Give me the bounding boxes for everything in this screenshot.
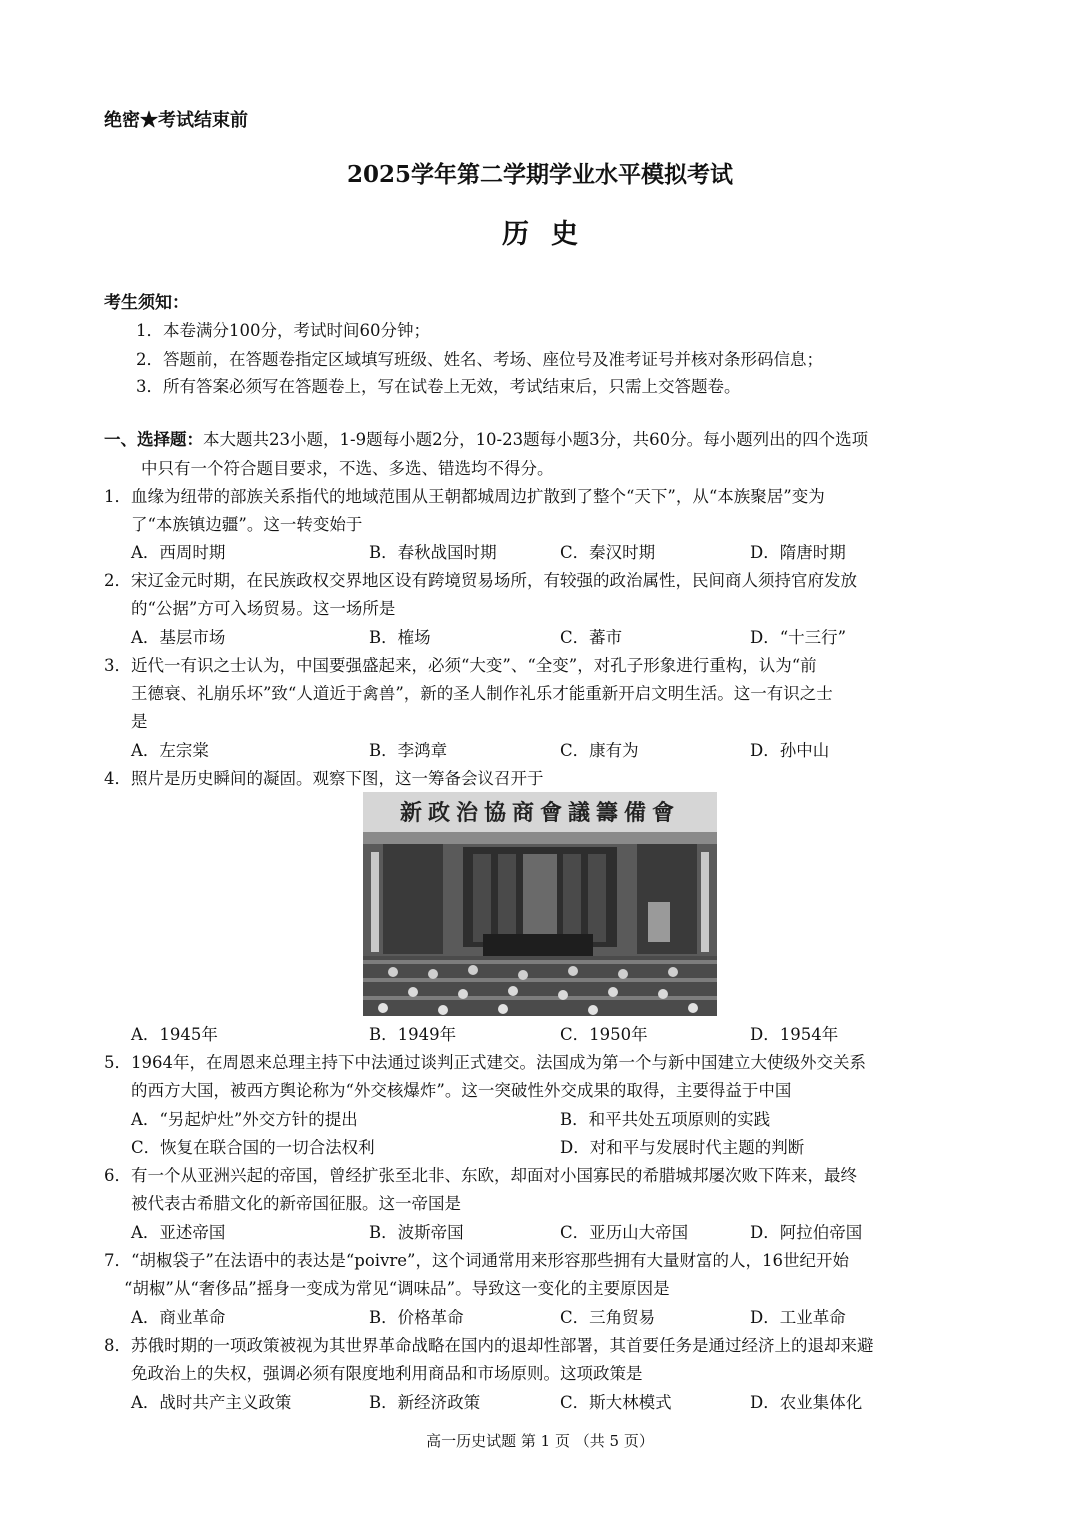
section-instructions: 本大题共23小题，1-9题每小题2分，10-23题每小题3分，共60分。每小题列出的四个选项 <box>203 430 869 449</box>
option: B．春秋战国时期 <box>369 543 497 562</box>
option: C．康有为 <box>560 741 639 760</box>
question-stem: 3．近代一有识之士认为，中国要强盛起来，必须“大变”、“全变”，对孔子形象进行重构，认为“前 <box>104 656 817 675</box>
notice-item: 3．所有答案必须写在答题卷上，写在试卷上无效，考试结束后，只需上交答题卷。 <box>136 377 741 396</box>
option: A．“另起炉灶”外交方针的提出 <box>131 1110 358 1129</box>
option: A．西周时期 <box>131 543 226 562</box>
section-label: 一、选择题： <box>104 430 203 449</box>
option: B．价格革命 <box>369 1308 464 1327</box>
option: C．亚历山大帝国 <box>560 1223 689 1242</box>
historical-photo <box>363 792 717 1016</box>
option: A．商业革命 <box>131 1308 226 1327</box>
notice-heading: 考生须知： <box>104 293 189 313</box>
question-stem: 是 <box>131 712 148 731</box>
photo-illustration <box>363 792 717 1016</box>
notice-item: 1．本卷满分100分，考试时间60分钟； <box>136 321 430 340</box>
option: C．恢复在联合国的一切合法权利 <box>131 1138 375 1157</box>
exam-title: 2025学年第二学期学业水平模拟考试 <box>346 161 733 188</box>
question-stem: 了“本族镇边疆”。这一转变始于 <box>131 515 363 534</box>
question-stem: 的西方大国，被西方舆论称为“外交核爆炸”。这一突破性外交成果的取得，主要得益于中国 <box>131 1081 792 1100</box>
question-stem: 5．1964年，在周恩来总理主持下中法通过谈判正式建交。法国成为第一个与新中国建立大使级外交关系 <box>104 1053 866 1072</box>
option: C．蕃市 <box>560 628 623 647</box>
section-heading <box>104 426 868 450</box>
page-footer: 高一历史试题 第 1 页 （共 5 页） <box>426 1432 654 1450</box>
section-instructions-cont: 中只有一个符合题目要求，不选、多选、错选均不得分。 <box>141 459 554 478</box>
option: C．1950年 <box>560 1025 648 1044</box>
option: B．新经济政策 <box>369 1393 481 1412</box>
option: A．1945年 <box>131 1025 218 1044</box>
question-stem: 8．苏俄时期的一项政策被视为其世界革命战略在国内的退却性部署，其首要任务是通过经济上的退却来避 <box>104 1336 874 1355</box>
question-stem: 的“公据”方可入场贸易。这一场所是 <box>131 599 396 618</box>
question-stem: 2．宋辽金元时期，在民族政权交界地区设有跨境贸易场所，有较强的政治属性，民间商人须持官府发放 <box>104 571 857 590</box>
option: C．秦汉时期 <box>560 543 656 562</box>
option: B．1949年 <box>369 1025 457 1044</box>
confidential-label: 绝密★考试结束前 <box>104 110 248 131</box>
option: D．工业革命 <box>750 1308 846 1327</box>
option: D．1954年 <box>750 1025 839 1044</box>
photo-banner-text: 新政治協商會議籌備會 <box>399 800 681 826</box>
option: B．波斯帝国 <box>369 1223 464 1242</box>
option: D．农业集体化 <box>750 1393 863 1412</box>
question-stem: 4．照片是历史瞬间的凝固。观察下图，这一筹备会议召开于 <box>104 769 544 788</box>
question-stem: 王德衰、礼崩乐坏”致“人道近于禽兽”，新的圣人制作礼乐才能重新开启文明生活。这一有识之士 <box>131 684 833 703</box>
option: A．左宗棠 <box>131 741 209 760</box>
option: D．阿拉伯帝国 <box>750 1223 863 1242</box>
question-stem: 7．“胡椒袋子”在法语中的表达是“poivre”，这个词通常用来形容那些拥有大量财富的人，16世纪开始 <box>104 1251 849 1270</box>
option: B．和平共处五项原则的实践 <box>560 1110 771 1129</box>
option: A．亚述帝国 <box>131 1223 226 1242</box>
option: D．“十三行” <box>750 628 847 647</box>
notice-item: 2．答题前，在答题卷指定区域填写班级、姓名、考场、座位号及准考证号并核对条形码信息； <box>136 350 823 369</box>
question-stem: 6．有一个从亚洲兴起的帝国，曾经扩张至北非、东欧，却面对小国寡民的希腊城邦屡次败下阵来，最终 <box>104 1166 857 1185</box>
option: A．战时共产主义政策 <box>131 1393 292 1412</box>
option: C．三角贸易 <box>560 1308 656 1327</box>
option: D．孙中山 <box>750 741 830 760</box>
option: C．斯大林模式 <box>560 1393 672 1412</box>
question-stem: 被代表古希腊文化的新帝国征服。这一帝国是 <box>131 1194 461 1213</box>
question-stem: “胡椒”从“奢侈品”摇身一变成为常见“调味品”。导致这一变化的主要原因是 <box>124 1279 670 1298</box>
option: D．对和平与发展时代主题的判断 <box>560 1138 805 1157</box>
subject-title: 历史 <box>502 219 600 250</box>
option: B．李鸿章 <box>369 741 448 760</box>
question-stem: 1．血缘为纽带的部族关系指代的地域范围从王朝都城周边扩散到了整个“天下”，从“本族聚居”变为 <box>104 487 825 506</box>
option: D．隋唐时期 <box>750 543 846 562</box>
option: A．基层市场 <box>131 628 226 647</box>
option: B．榷场 <box>369 628 431 647</box>
question-stem: 免政治上的失权，强调必须有限度地利用商品和市场原则。这项政策是 <box>131 1364 643 1383</box>
